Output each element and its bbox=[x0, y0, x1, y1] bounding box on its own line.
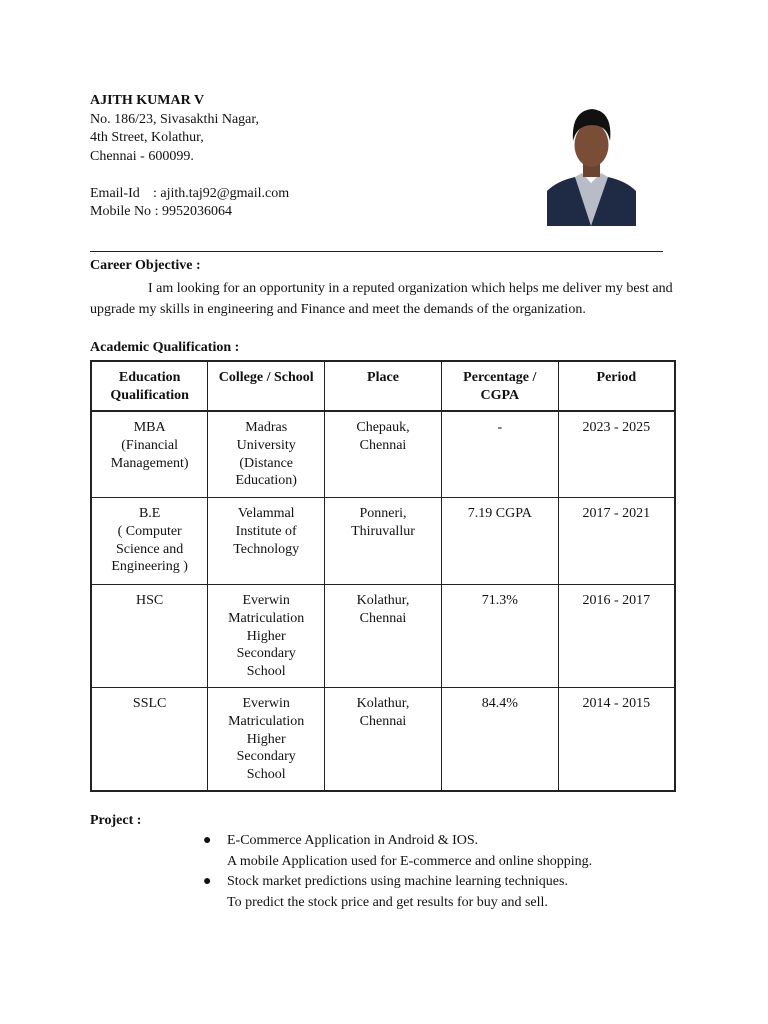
table-cell: 2023 - 2025 bbox=[558, 411, 675, 498]
table-cell: 7.19 CGPA bbox=[441, 498, 558, 585]
table-cell: 71.3% bbox=[441, 585, 558, 688]
column-header: College / School bbox=[208, 361, 325, 411]
project-heading: Project : bbox=[90, 813, 142, 828]
table-cell: Kolathur, Chennai bbox=[325, 585, 442, 688]
table-cell: MBA (Financial Management) bbox=[91, 411, 208, 498]
table-row bbox=[91, 585, 675, 688]
mobile-line bbox=[90, 203, 289, 222]
address-line: Chennai - 600099. bbox=[90, 148, 194, 164]
table-cell: - bbox=[441, 411, 558, 498]
email-value: : ajith.taj92@gmail.com bbox=[153, 185, 290, 201]
table-row bbox=[91, 498, 675, 585]
table-row bbox=[91, 688, 675, 792]
table-header-row bbox=[91, 361, 675, 411]
project-title: E-Commerce Application in Android & IOS. bbox=[227, 833, 479, 848]
table-cell: Everwin Matriculation Higher Secondary School bbox=[208, 585, 325, 688]
table-cell: Chepauk, Chennai bbox=[325, 411, 442, 498]
table-cell: 2017 - 2021 bbox=[558, 498, 675, 585]
project-title: Stock market predictions using machine learning techniques. bbox=[227, 874, 568, 889]
column-header: Period bbox=[558, 361, 675, 411]
mobile-label: Mobile No bbox=[90, 204, 152, 219]
table-cell: Everwin Matriculation Higher Secondary School bbox=[208, 688, 325, 792]
table-cell: 2014 - 2015 bbox=[558, 688, 675, 792]
table-cell: 84.4% bbox=[441, 688, 558, 792]
column-header: Place bbox=[325, 361, 442, 411]
bullet-icon: ● bbox=[203, 833, 212, 848]
academic-table bbox=[90, 360, 676, 792]
career-objective-heading: Career Objective : bbox=[90, 258, 201, 273]
section-divider bbox=[90, 251, 663, 252]
email-label: Email-Id bbox=[90, 185, 140, 201]
list-item bbox=[203, 872, 592, 913]
mobile-value: : 9952036064 bbox=[154, 204, 232, 219]
table-cell: Madras University (Distance Education) bbox=[208, 411, 325, 498]
list-item bbox=[203, 831, 592, 872]
table-cell: Ponneri, Thiruvallur bbox=[325, 498, 442, 585]
profile-photo bbox=[547, 103, 636, 226]
bullet-icon: ● bbox=[203, 874, 212, 889]
academic-heading: Academic Qualification : bbox=[90, 340, 240, 355]
table-cell: 2016 - 2017 bbox=[558, 585, 675, 688]
contact-header bbox=[90, 92, 289, 222]
candidate-name: AJITH KUMAR V bbox=[90, 93, 205, 108]
project-description: A mobile Application used for E-commerce and online shopping. bbox=[227, 853, 593, 869]
table-cell: B.E ( Computer Science and Engineering ) bbox=[91, 498, 208, 585]
career-objective-text: I am looking for an opportunity in a reputed organization which helps me deliver my best and upgrade my skills in engineering and Finance and meet the demands of the organization. bbox=[90, 281, 673, 317]
project-list bbox=[203, 831, 592, 913]
address-line: No. 186/23, Sivasakthi Nagar, bbox=[90, 111, 259, 127]
column-header: Education Qualification bbox=[91, 361, 208, 411]
table-row bbox=[91, 411, 675, 498]
table-cell: Kolathur, Chennai bbox=[325, 688, 442, 792]
email-line bbox=[90, 185, 289, 204]
table-cell: HSC bbox=[91, 585, 208, 688]
table-cell: SSLC bbox=[91, 688, 208, 792]
table-cell: Velammal Institute of Technology bbox=[208, 498, 325, 585]
project-description: To predict the stock price and get results for buy and sell. bbox=[227, 894, 548, 910]
column-header: Percentage / CGPA bbox=[441, 361, 558, 411]
address-line: 4th Street, Kolathur, bbox=[90, 130, 204, 145]
